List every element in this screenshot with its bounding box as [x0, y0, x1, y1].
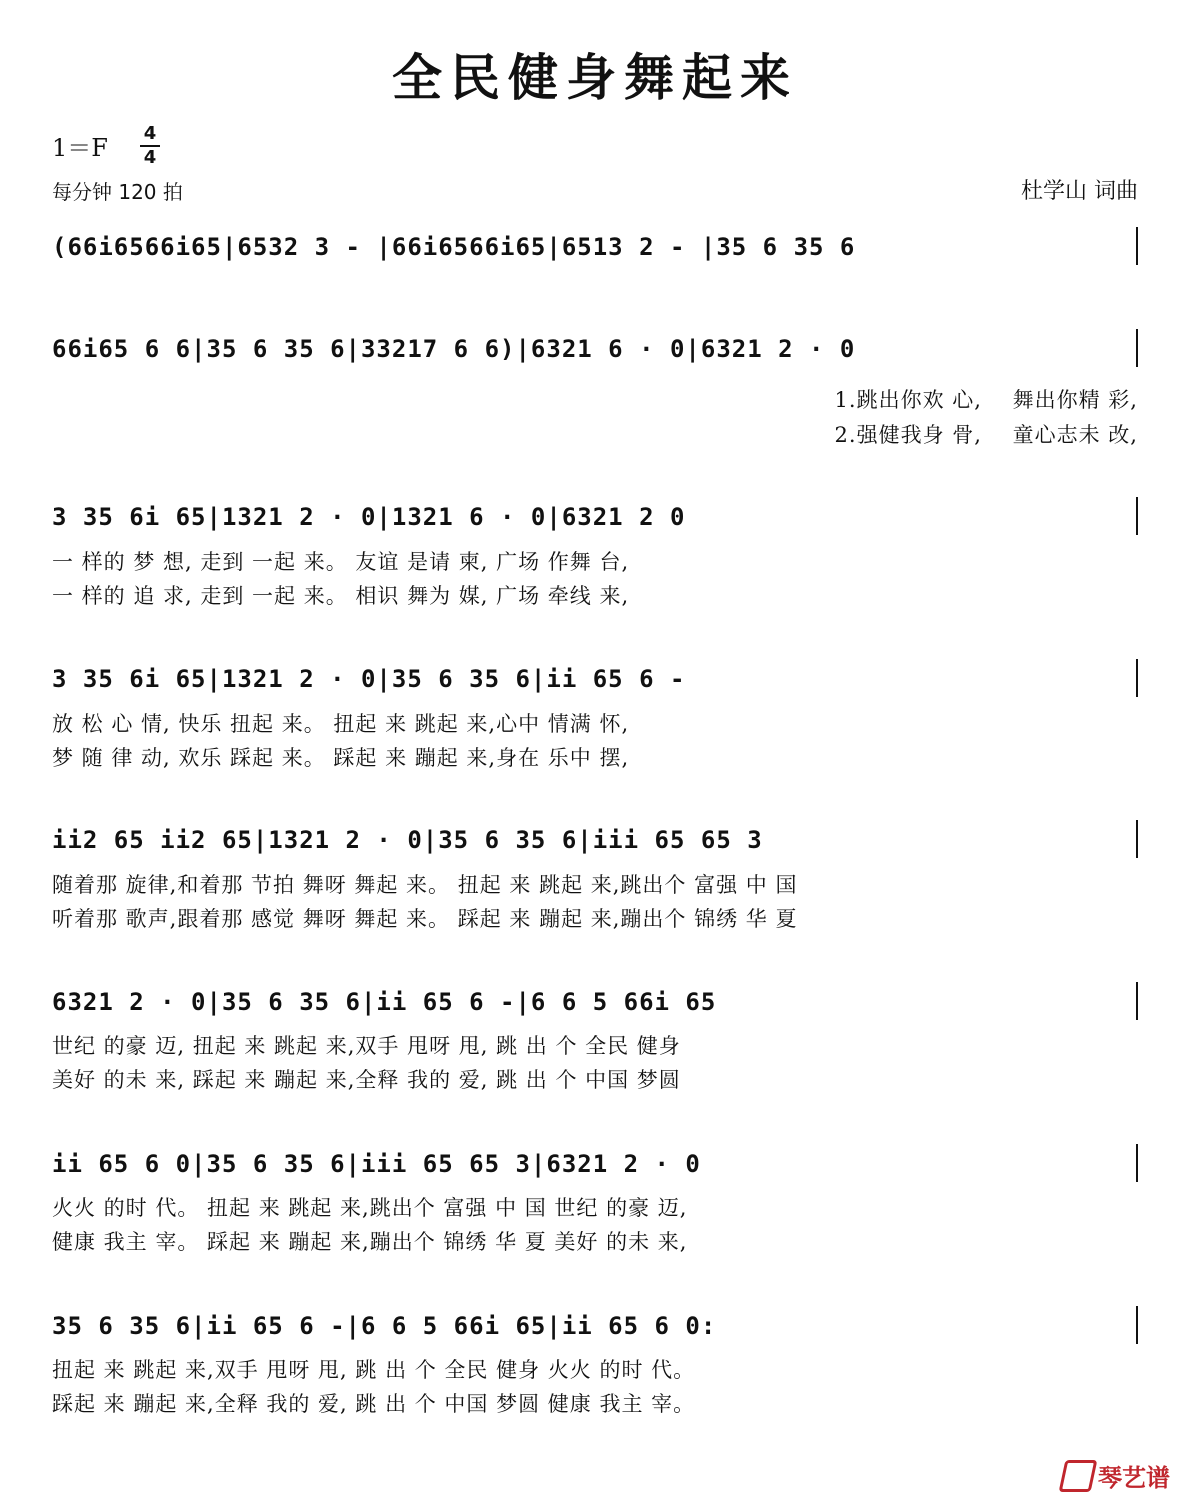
page-title: 全民健身舞起来: [392, 48, 798, 107]
score-system: [52, 826, 1138, 866]
notation: 6321 2 · 0|35 6 35 6|ii 65 6 -|6 6 5 66i 65: [52, 988, 717, 1016]
score-system: [52, 335, 1138, 375]
notation: ii 65 6 0|35 6 35 6|iii 65 65 3|6321 2 · 0: [52, 1150, 701, 1178]
score-system: [52, 233, 1138, 273]
lyric-line: 2.强健我身 骨, 童心志未 改,: [834, 423, 1138, 447]
barline: [1136, 982, 1138, 1020]
lyric-line: 扭起 来 跳起 来,双手 甩呀 甩, 跳 出 个 全民 健身 火火 的时 代。: [52, 1358, 696, 1382]
score-system: [52, 503, 1138, 543]
notation: 66i65 6 6|35 6 35 6|33217 6 6)|6321 6 · 0|6321 2 · 0: [52, 335, 856, 363]
key-signature: 1＝F: [52, 134, 108, 162]
score-system: [52, 1150, 1138, 1190]
barline: [1136, 659, 1138, 697]
lyric-line: 踩起 来 蹦起 来,全释 我的 爱, 跳 出 个 中国 梦圆 健康 我主 宰。: [52, 1392, 696, 1416]
logo-text: 琴艺谱: [1098, 1464, 1170, 1492]
score-system: [52, 665, 1138, 705]
lyric-line: 梦 随 律 动, 欢乐 踩起 来。 踩起 来 蹦起 来,身在 乐中 摆,: [52, 746, 630, 770]
lyric-line: 听着那 歌声,跟着那 感觉 舞呀 舞起 来。 踩起 来 蹦起 来,蹦出个 锦绣 华 夏: [52, 907, 798, 931]
score-system: [52, 988, 1138, 1028]
time-signature: [140, 124, 160, 168]
notation: ii2 65 ii2 65|1321 2 · 0|35 6 35 6|iii 65 65 3: [52, 826, 763, 854]
barline: [1136, 1306, 1138, 1344]
lyric-line: 放 松 心 情, 快乐 扭起 来。 扭起 来 跳起 来,心中 情满 怀,: [52, 712, 630, 736]
lyric-line: 一 样的 追 求, 走到 一起 来。 相识 舞为 媒, 广场 牵线 来,: [52, 584, 630, 608]
lyric-line: 火火 的时 代。 扭起 来 跳起 来,跳出个 富强 中 国 世纪 的豪 迈,: [52, 1196, 688, 1220]
meter-top: 4: [143, 123, 157, 144]
score-system: [52, 1312, 1138, 1352]
lyric-line: 1.跳出你欢 心, 舞出你精 彩,: [834, 388, 1138, 412]
author: 杜学山 词曲: [1021, 179, 1138, 204]
notation: 3 35 6i 65|1321 2 · 0|35 6 35 6|ii 65 6 -: [52, 665, 686, 693]
barline: [1136, 227, 1138, 265]
lyric-line: 健康 我主 宰。 踩起 来 蹦起 来,蹦出个 锦绣 华 夏 美好 的未 来,: [52, 1230, 688, 1254]
notation: (66i6566i65|6532 3 - |66i6566i65|6513 2 - |35 6 35 6: [52, 233, 856, 261]
meter-bottom: 4: [143, 147, 157, 168]
lyric-line: 世纪 的豪 迈, 扭起 来 跳起 来,双手 甩呀 甩, 跳 出 个 全民 健身: [52, 1034, 681, 1058]
barline: [1136, 820, 1138, 858]
logo-icon: [1059, 1460, 1098, 1492]
lyric-line: 美好 的未 来, 踩起 来 蹦起 来,全释 我的 爱, 跳 出 个 中国 梦圆: [52, 1068, 681, 1092]
brand-logo: [1062, 1458, 1170, 1493]
lyric-line: 一 样的 梦 想, 走到 一起 来。 友谊 是请 柬, 广场 作舞 台,: [52, 550, 630, 574]
tempo: 每分钟 120 拍: [52, 180, 183, 204]
notation: 3 35 6i 65|1321 2 · 0|1321 6 · 0|6321 2 0: [52, 503, 686, 531]
lyric-line: 随着那 旋律,和着那 节拍 舞呀 舞起 来。 扭起 来 跳起 来,跳出个 富强 中 国: [52, 873, 798, 897]
barline: [1136, 497, 1138, 535]
notation: 35 6 35 6|ii 65 6 -|6 6 5 66i 65|ii 65 6 0:: [52, 1312, 717, 1340]
barline: [1136, 1144, 1138, 1182]
barline: [1136, 329, 1138, 367]
